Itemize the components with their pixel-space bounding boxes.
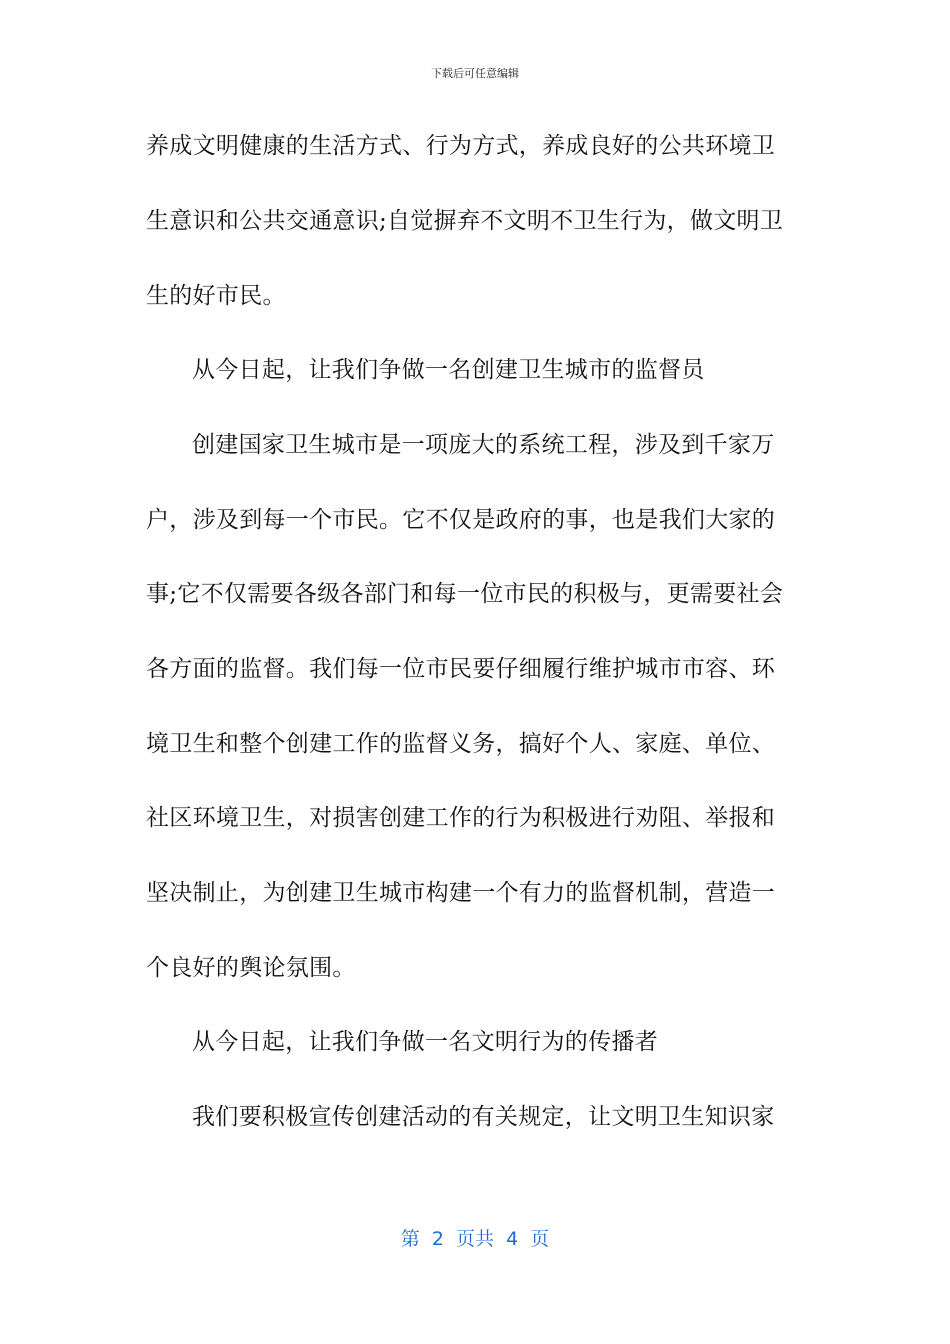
text-line: 生的好市民。 <box>146 283 286 309</box>
text-line: 户，涉及到每一个市民。它不仅是政府的事，也是我们大家的 <box>146 507 776 533</box>
text-line: 我们要积极宣传创建活动的有关规定，让文明卫生知识家 <box>192 1104 775 1130</box>
page-number-footer: 第 2 页共 4 页 <box>400 1228 550 1250</box>
text-line: 个良好的舆论氛围。 <box>146 955 356 981</box>
text-line: 社区环境卫生，对损害创建工作的行为积极进行劝阻、举报和 <box>146 805 776 831</box>
text-line: 创建国家卫生城市是一项庞大的系统工程，涉及到千家万 <box>192 432 775 458</box>
text-line: 生意识和公共交通意识;自觉摒弃不文明不卫生行为，做文明卫 <box>146 208 784 234</box>
section-heading: 从今日起，让我们争做一名创建卫生城市的监督员 <box>192 357 705 383</box>
text-line: 境卫生和整个创建工作的监督义务，搞好个人、家庭、单位、 <box>146 731 776 757</box>
section-heading: 从今日起，让我们争做一名文明行为的传播者 <box>192 1029 658 1055</box>
text-line: 事;它不仅需要各级各部门和每一位市民的积极与，更需要社会 <box>146 581 784 607</box>
text-line: 各方面的监督。我们每一位市民要仔细履行维护城市市容、环 <box>146 656 776 682</box>
text-line: 养成文明健康的生活方式、行为方式，养成良好的公共环境卫 <box>146 133 776 159</box>
page-header-note: 下载后可任意编辑 <box>431 67 519 80</box>
text-line: 坚决制止，为创建卫生城市构建一个有力的监督机制，营造一 <box>146 880 776 906</box>
